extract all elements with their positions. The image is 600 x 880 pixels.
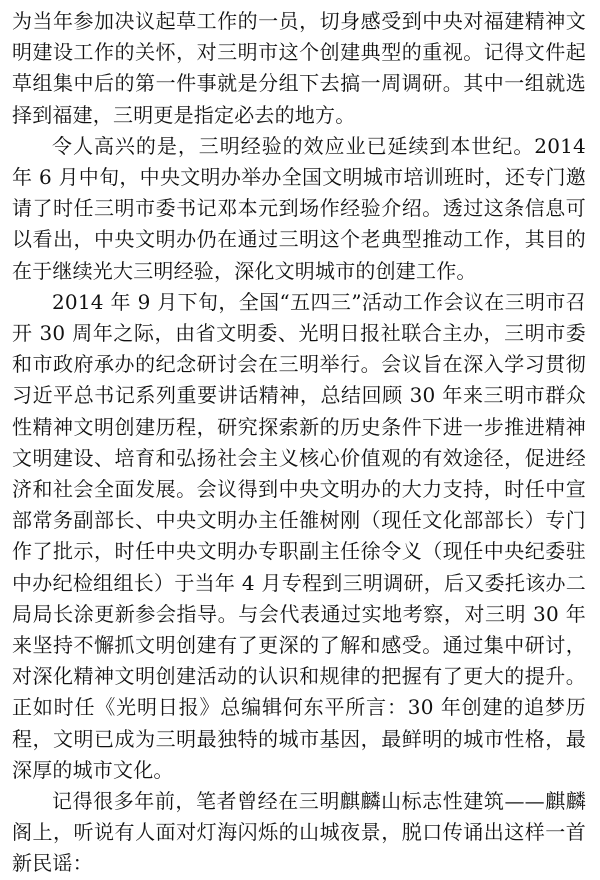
paragraph-folk-rhyme-intro: 记得很多年前，笔者曾经在三明麒麟山标志性建筑——麒麟阁上，听说有人面对灯海闪烁的山城夜景，脱口传诵出这样一首新民谣： bbox=[12, 789, 586, 876]
paragraph-sanming-experience: 令人高兴的是，三明经验的效应业已延续到本世纪。2014 年 6 月中旬，中央文明办举办全国文明城市培训班时，还专门邀请了时任三明市委书记邓本元到场作经验介绍。透过这条信息可以看出，中央文明办仍在通过三明这个老典型推动工作，其目的在于继续光大三明经验，深化文明城市的创建工作。 bbox=[12, 133, 586, 283]
paragraph-continuation: 为当年参加决议起草工作的一员，切身感受到中央对福建精神文明建设工作的关怀，对三明市这个创建典型的重视。记得文件起草组集中后的第一件事就是分组下去搞一周调研。其中一组就选择到福建，三明更是指定必去的地方。 bbox=[12, 9, 586, 127]
paragraph-commemorative-seminar: 2014 年 9 月下旬，全国“五四三”活动工作会议在三明市召开 30 周年之际，由省文明委、光明日报社联合主办，三明市委和市政府承办的纪念研讨会在三明举行。会议旨在深入学习贯彻习近平总书记系列重要讲话精神，总结回顾 30 年来三明市群众性精神文明创建历程，研究探索新的历史条件下进一步推进精神文明建设、培育和弘扬社会主义核心价值观的有效途径，促进经济和社会全面发展。会议得到中央文明办的大力支持，时任中宣部常务副部长、中央文明办主任雒树刚（现任文化部部长）专门作了批示，时任中央文明办专职副主任徐令义（现任中央纪委驻中办纪检组组长）于当年 4 月专程到三明调研，后又委托该办二局局长涂更新参会指导。与会代表通过实地考察，对三明 30 年来坚持不懈抓文明创建有了更深的了解和感受。通过集中研讨，对深化精神文明创建活动的认识和规律的把握有了更大的提升。正如时任《光明日报》总编辑何东平所言：30 年创建的追梦历程，文明已成为三明最独特的城市基因，最鲜明的城市性格，最深厚的城市文化。 bbox=[12, 289, 586, 782]
